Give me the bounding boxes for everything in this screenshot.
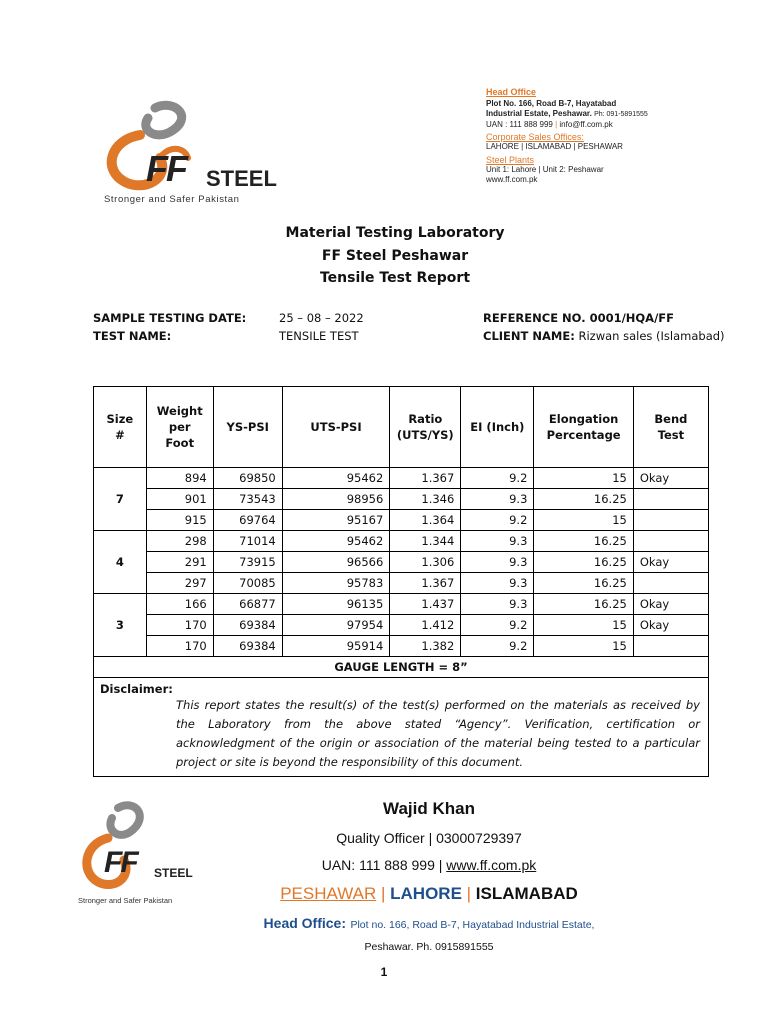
city-peshawar: PESHAWAR	[280, 884, 377, 903]
client-name	[483, 329, 725, 343]
table-row	[94, 636, 709, 657]
logo-tagline: Stronger and Safer Pakistan	[104, 194, 240, 205]
ratio-cell: 1.346	[390, 489, 461, 510]
bend-cell: Okay	[633, 615, 708, 636]
header-ys: YS-PSI	[213, 387, 282, 468]
uts-cell: 95462	[282, 531, 390, 552]
ratio-cell: 1.382	[390, 636, 461, 657]
uts-cell: 95783	[282, 573, 390, 594]
disclaimer-cell	[94, 678, 709, 777]
table-header-row	[94, 387, 709, 468]
table-row	[94, 468, 709, 489]
title-report: Tensile Test Report	[319, 270, 471, 286]
ys-cell: 70085	[213, 573, 282, 594]
table-row	[94, 594, 709, 615]
ff-steel-logo-top	[100, 100, 280, 205]
uts-cell: 98956	[282, 489, 390, 510]
title-lab: Material Testing Laboratory	[285, 225, 505, 241]
header-elongation: Elongation Percentage	[534, 387, 633, 468]
size-cell: 3	[94, 594, 147, 657]
weight-cell: 170	[146, 636, 213, 657]
weight-cell: 894	[146, 468, 213, 489]
reference-no: REFERENCE NO. 0001/HQA/FF	[483, 311, 674, 325]
elongation-cell: 16.25	[534, 531, 633, 552]
steel-plants-list: Unit 1: Lahore | Unit 2: Peshawar	[486, 165, 604, 174]
header-weight: Weight per Foot	[146, 387, 213, 468]
ratio-cell: 1.412	[390, 615, 461, 636]
weight-cell: 170	[146, 615, 213, 636]
head-office-website[interactable]: www.ff.com.pk	[486, 175, 538, 184]
weight-cell: 166	[146, 594, 213, 615]
ei-cell: 9.3	[461, 594, 534, 615]
ys-cell: 69764	[213, 510, 282, 531]
header-bend: Bend Test	[633, 387, 708, 468]
head-office-title: Head Office	[486, 87, 537, 97]
bend-cell: Okay	[633, 468, 708, 489]
officer-name: Wajid Khan	[383, 799, 475, 818]
ratio-cell: 1.367	[390, 468, 461, 489]
ratio-cell: 1.367	[390, 573, 461, 594]
uts-cell: 95167	[282, 510, 390, 531]
officer-role: Quality Officer | 03000729397	[336, 830, 522, 846]
weight-cell: 297	[146, 573, 213, 594]
uts-cell: 97954	[282, 615, 390, 636]
footer-uan: UAN: 111 888 999 |	[321, 857, 443, 873]
elongation-cell: 16.25	[534, 552, 633, 573]
bend-cell: Okay	[633, 594, 708, 615]
ratio-cell: 1.344	[390, 531, 461, 552]
uts-cell: 95914	[282, 636, 390, 657]
ei-cell: 9.2	[461, 636, 534, 657]
disclaimer-text: This report states the result(s) of the test(s) performed on the materials as received by the Laboratory from the above stated “Agency”. Verification, certification or acknowledgment of the origin or association of the material being tested to a particular project or site is beyond the responsibility of this document.	[176, 698, 700, 769]
head-office-phone: Ph: 091-5891555	[594, 111, 648, 118]
gauge-length: GAUGE LENGTH = 8”	[94, 657, 709, 678]
head-office-address-1: Plot No. 166, Road B-7, Hayatabad	[486, 99, 617, 108]
client-value: Rizwan sales (Islamabad)	[578, 329, 725, 343]
table-row	[94, 552, 709, 573]
corporate-offices-cities: LAHORE | ISLAMABAD | PESHAWAR	[486, 142, 623, 151]
bend-cell	[633, 510, 708, 531]
ys-cell: 73543	[213, 489, 282, 510]
head-office-address-2: Industrial Estate, Peshawar.	[486, 109, 592, 118]
report-titles	[0, 222, 768, 290]
ei-cell: 9.2	[461, 468, 534, 489]
ei-cell: 9.3	[461, 531, 534, 552]
table-row	[94, 573, 709, 594]
ys-cell: 73915	[213, 552, 282, 573]
ratio-cell: 1.306	[390, 552, 461, 573]
head-office-email[interactable]: info@ff.com.pk	[559, 120, 613, 129]
corporate-offices-title: Corporate Sales Offices:	[486, 132, 584, 142]
test-name-value: TENSILE TEST	[279, 329, 359, 343]
elongation-cell: 15	[534, 615, 633, 636]
weight-cell: 901	[146, 489, 213, 510]
bend-cell: Okay	[633, 552, 708, 573]
city-sep-2: |	[461, 884, 476, 903]
date-label: SAMPLE TESTING DATE:	[93, 311, 247, 325]
ratio-cell: 1.437	[390, 594, 461, 615]
footer-ho-label: Head Office:	[263, 915, 347, 931]
client-label: CLIENT NAME:	[483, 329, 575, 343]
header-ratio: Ratio (UTS/YS)	[390, 387, 461, 468]
ei-cell: 9.2	[461, 510, 534, 531]
disclaimer-title: Disclaimer:	[100, 682, 173, 696]
footer-ho-address-1: Plot no. 166, Road B-7, Hayatabad Industrial Estate,	[350, 919, 595, 931]
ratio-cell: 1.364	[390, 510, 461, 531]
city-sep-1: |	[376, 884, 391, 903]
table-row	[94, 489, 709, 510]
footer-contact	[45, 857, 768, 873]
header-uts: UTS-PSI	[282, 387, 390, 468]
footer-cities	[45, 884, 768, 904]
tensile-results-table	[93, 386, 709, 777]
weight-cell: 915	[146, 510, 213, 531]
ei-cell: 9.3	[461, 489, 534, 510]
logo-brand: FF	[104, 846, 137, 879]
footer-ho-address-2: Peshawar. Ph. 0915891555	[364, 941, 494, 953]
bend-cell	[633, 489, 708, 510]
logo-tagline: Stronger and Safer Pakistan	[78, 896, 173, 905]
logo-brand-suffix: STEEL	[154, 866, 193, 880]
city-lahore: LAHORE	[390, 884, 462, 903]
head-office-sep: |	[555, 120, 558, 129]
ys-cell: 69850	[213, 468, 282, 489]
page-number: 1	[380, 965, 388, 979]
bend-cell	[633, 531, 708, 552]
bend-cell	[633, 573, 708, 594]
logo-brand: FF	[146, 148, 186, 189]
table-row	[94, 615, 709, 636]
uts-cell: 96566	[282, 552, 390, 573]
elongation-cell: 16.25	[534, 489, 633, 510]
ys-cell: 71014	[213, 531, 282, 552]
weight-cell: 291	[146, 552, 213, 573]
head-office-block	[486, 87, 716, 185]
weight-cell: 298	[146, 531, 213, 552]
elongation-cell: 16.25	[534, 573, 633, 594]
head-office-uan: UAN : 111 888 999	[486, 120, 553, 129]
uts-cell: 95462	[282, 468, 390, 489]
table-row	[94, 531, 709, 552]
size-cell: 4	[94, 531, 147, 594]
elongation-cell: 16.25	[534, 594, 633, 615]
city-islamabad: ISLAMABAD	[475, 884, 578, 903]
elongation-cell: 15	[534, 510, 633, 531]
date-value: 25 – 08 – 2022	[279, 311, 364, 325]
bend-cell	[633, 636, 708, 657]
ys-cell: 69384	[213, 615, 282, 636]
steel-plants-title: Steel Plants	[486, 155, 535, 165]
size-cell: 7	[94, 468, 147, 531]
header-size: Size #	[94, 387, 147, 468]
table-row	[94, 510, 709, 531]
disclaimer-row	[94, 678, 709, 777]
gauge-length-row	[94, 657, 709, 678]
footer-head-office	[45, 915, 768, 933]
ys-cell: 69384	[213, 636, 282, 657]
ei-cell: 9.3	[461, 573, 534, 594]
test-name-label: TEST NAME:	[93, 329, 172, 343]
title-company: FF Steel Peshawar	[321, 247, 469, 264]
uts-cell: 96135	[282, 594, 390, 615]
ys-cell: 66877	[213, 594, 282, 615]
logo-brand-suffix: STEEL	[206, 166, 277, 191]
ei-cell: 9.3	[461, 552, 534, 573]
elongation-cell: 15	[534, 636, 633, 657]
header-ei: EI (Inch)	[461, 387, 534, 468]
footer-website-link[interactable]: www.ff.com.pk	[446, 857, 537, 873]
elongation-cell: 15	[534, 468, 633, 489]
ei-cell: 9.2	[461, 615, 534, 636]
